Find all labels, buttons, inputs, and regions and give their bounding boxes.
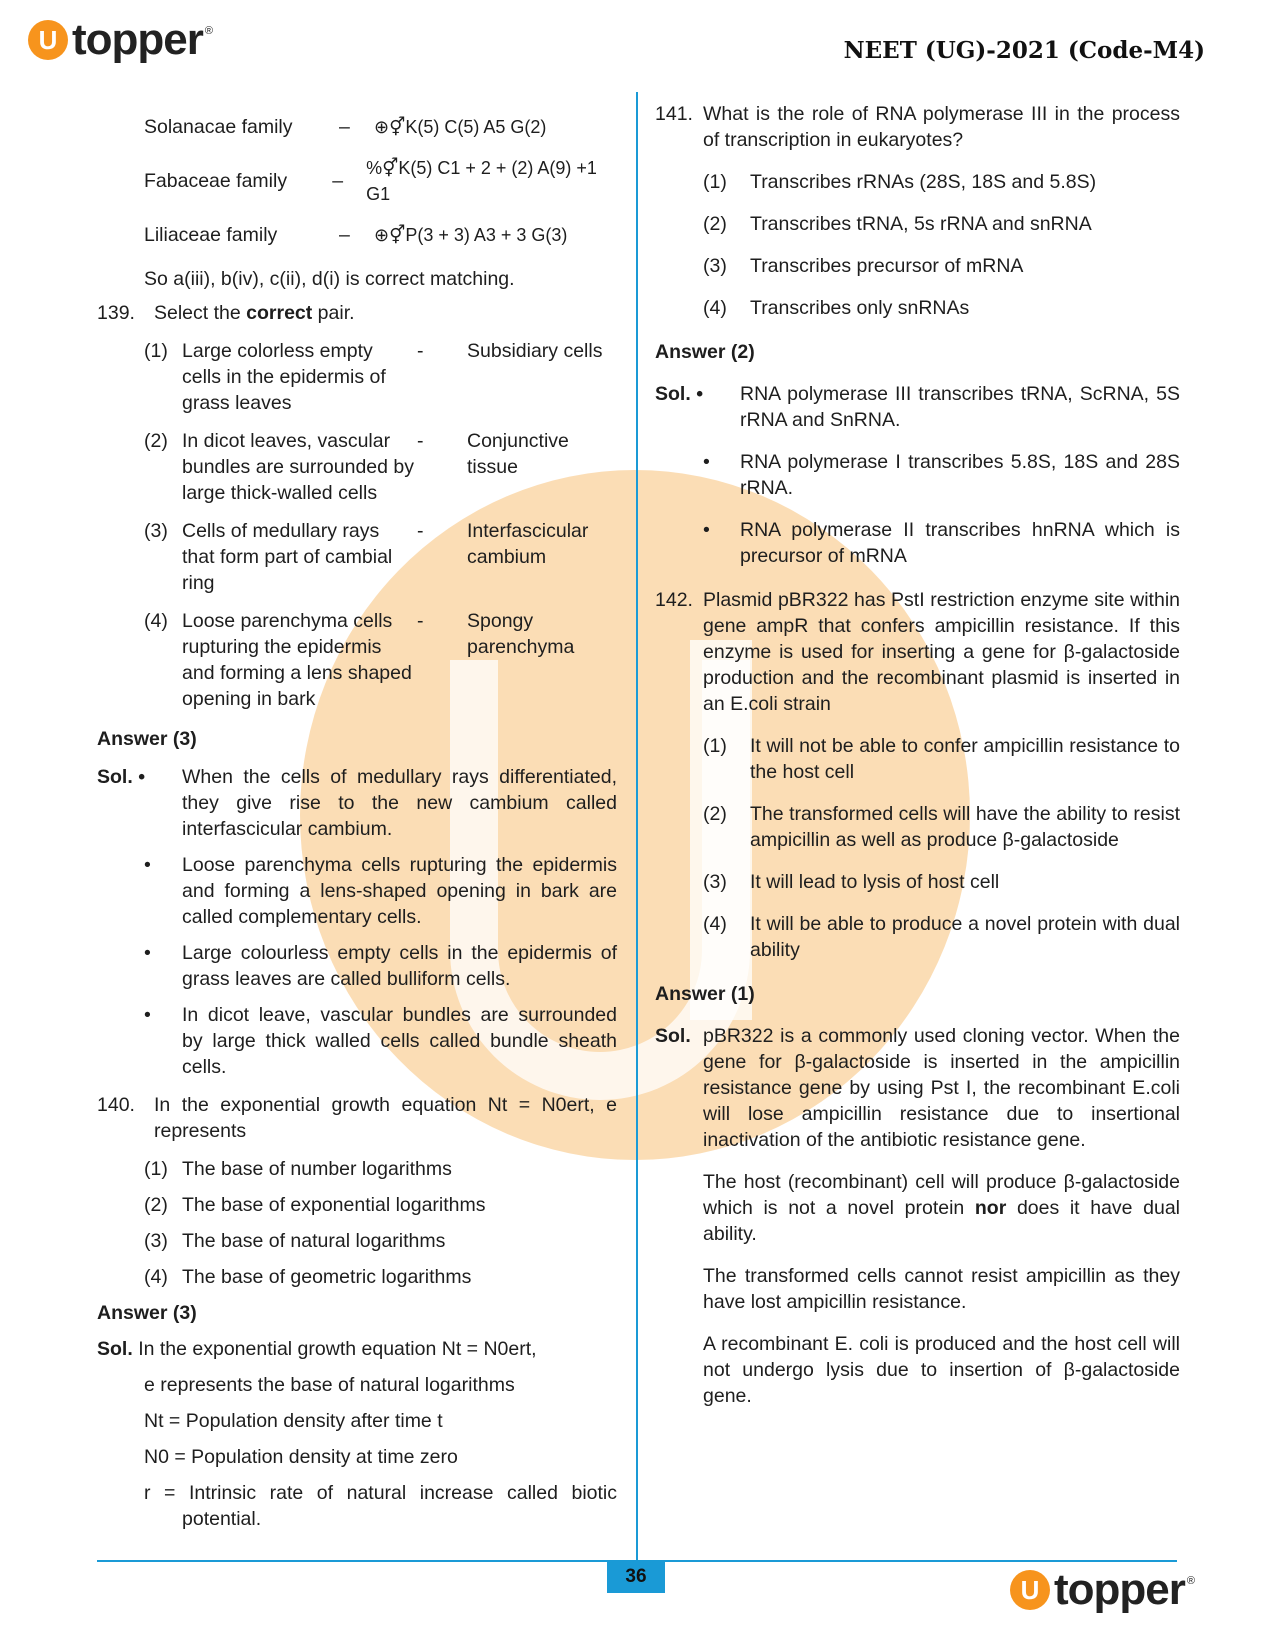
option-row (655, 801, 1180, 853)
option-right-text: Spongy parenchyma (467, 610, 575, 658)
option-text: Transcribes rRNAs (28S, 18S and 5.8S) (750, 171, 1097, 193)
solution-paragraph (655, 1023, 1180, 1153)
family-row (97, 100, 617, 154)
solution-text: When the cells of medullary rays differentiated, they give rise to the new cambium called interfascicular cambium. (182, 766, 617, 840)
option-row (655, 295, 1180, 321)
option-text: The base of geometric logarithms (182, 1266, 472, 1288)
option-right-text: Subsidiary cells (467, 340, 603, 362)
option-number: (4) (703, 297, 727, 319)
option-text: The transformed cells will have the ability to resist ampicillin as well as produce β-galactoside (750, 803, 1180, 851)
family-dash: – (339, 224, 350, 246)
question-141 (655, 101, 1180, 153)
family-dash: – (339, 116, 350, 138)
logo-text: topper (1054, 1565, 1185, 1614)
option-text: It will lead to lysis of host cell (750, 871, 1000, 893)
family-row (97, 208, 617, 262)
question-number: 140. (97, 1094, 135, 1116)
solution-text: RNA polymerase II transcribes hnRNA which is precursor of mRNA (740, 519, 1180, 567)
logo-registered: ® (1186, 1575, 1195, 1587)
logo-badge-icon: U (1010, 1570, 1050, 1610)
option-text: Transcribes tRNA, 5s rRNA and snRNA (750, 213, 1092, 235)
question-number: 141. (655, 103, 693, 125)
option-right-text: Interfascicular cambium (467, 520, 589, 568)
bullet-dot: • (703, 519, 710, 541)
question-140 (97, 1092, 617, 1144)
answer-label: Answer (3) (97, 1302, 197, 1324)
option-text: It will not be able to confer ampicillin resistance to the host cell (750, 735, 1180, 783)
option-number: (1) (144, 1158, 168, 1180)
option-row (97, 1228, 617, 1254)
option-text: It will be able to produce a novel protein with dual ability (750, 913, 1180, 961)
answer-label: Answer (3) (97, 728, 197, 750)
footer-logo (1010, 1565, 1195, 1614)
solution-text: Loose parenchyma cells rupturing the epidermis and forming a lens-shaped opening in bark are called complementary cells. (182, 854, 617, 928)
question-text: Select the correct pair. (154, 302, 355, 324)
option-number: (3) (703, 871, 727, 893)
solution-label: Sol. • (655, 383, 704, 405)
option-dash: - (417, 520, 424, 542)
question-139 (97, 300, 617, 326)
option-number: (2) (144, 1194, 168, 1216)
solution-bullet (655, 449, 1180, 501)
solution-bullet (97, 852, 617, 930)
solution-text: RNA polymerase I transcribes 5.8S, 18S and 28S rRNA. (740, 451, 1180, 499)
solution-text: Large colourless empty cells in the epidermis of grass leaves are called bulliform cells. (182, 942, 617, 990)
page-title: NEET (UG)-2021 (Code-M4) (843, 37, 1205, 64)
solution-line: Sol. In the exponential growth equation Nt = N0ert, (97, 1338, 537, 1360)
option-row (97, 1264, 617, 1290)
option-number: (3) (144, 1230, 168, 1252)
bullet-dot: • (144, 854, 151, 876)
right-column (655, 93, 1180, 1409)
option-row (655, 211, 1180, 237)
option-dash: - (417, 340, 424, 362)
solution-line: r = Intrinsic rate of natural increase called biotic potential. (144, 1482, 617, 1530)
solution-line: e represents the base of natural logarithms (144, 1374, 515, 1396)
option-left-text: Loose parenchyma cells rupturing the epidermis and forming a lens shaped opening in bark (182, 610, 412, 710)
floral-formula: %⚥K(5) C1 + 2 + (2) A(9) +1 G1 (366, 158, 597, 204)
bullet-dot: • (144, 942, 151, 964)
option-row (97, 1156, 617, 1182)
option-number: (2) (703, 213, 727, 235)
question-text: In the exponential growth equation Nt = N0ert, e represents (154, 1094, 617, 1142)
option-number: (1) (144, 340, 168, 362)
matching-statement: So a(iii), b(iv), c(ii), d(i) is correct matching. (144, 268, 515, 290)
solution-bullet (97, 940, 617, 992)
option-row (97, 1192, 617, 1218)
option-number: (2) (144, 430, 168, 452)
question-text: Plasmid pBR322 has PstI restriction enzyme site within gene ampR that confers ampicillin resistance. If this enzyme is used for inserting a gene for β-galactoside production and the recombinant plasmid is inserted in an E.coli strain (703, 589, 1180, 715)
question-text: What is the role of RNA polymerase III in the process of transcription in eukaryotes? (703, 103, 1180, 151)
option-dash: - (417, 610, 424, 632)
option-text: Transcribes only snRNAs (750, 297, 970, 319)
option-left-text: In dicot leaves, vascular bundles are surrounded by large thick-walled cells (182, 430, 414, 504)
option-left-text: Cells of medullary rays that form part of cambial ring (182, 520, 393, 594)
option-number: (3) (703, 255, 727, 277)
option-text: The base of exponential logarithms (182, 1194, 486, 1216)
page-number: 36 (607, 1561, 665, 1593)
option-row (97, 518, 617, 596)
solution-text: pBR322 is a commonly used cloning vector. When the gene for β-galactoside is inserted in the ampicillin resistance gene by using Pst I, the recombinant E.coli will lose ampicillin resistance due to insertional inactivation of the antibiotic resistance gene. (703, 1025, 1180, 1151)
option-row (97, 608, 617, 712)
option-right-text: Conjunctive tissue (467, 430, 569, 478)
family-name: Fabaceae family (144, 170, 288, 192)
option-number: (4) (703, 913, 727, 935)
logo-text: topper (72, 15, 203, 64)
option-row (655, 733, 1180, 785)
option-dash: - (417, 430, 424, 452)
solution-label: Sol. • (97, 766, 146, 788)
option-row (655, 869, 1180, 895)
answer-label: Answer (1) (655, 983, 755, 1005)
option-row (655, 253, 1180, 279)
solution-line: N0 = Population density at time zero (144, 1446, 458, 1468)
solution-bullet (655, 381, 1180, 433)
question-number: 139. (97, 302, 135, 324)
option-left-text: Large colorless empty cells in the epidermis of grass leaves (182, 340, 386, 414)
floral-formula: ⊕⚥K(5) C(5) A5 G(2) (374, 117, 547, 137)
column-divider (636, 92, 638, 1567)
family-row (97, 154, 617, 208)
family-name: Solanacae family (144, 116, 293, 138)
solution-paragraph: The transformed cells cannot resist ampicillin as they have lost ampicillin resistance. (703, 1265, 1180, 1313)
header-logo (28, 15, 213, 64)
logo-registered: ® (204, 25, 213, 37)
solution-bullet (97, 764, 617, 842)
floral-formula: ⊕⚥P(3 + 3) A3 + 3 G(3) (374, 225, 568, 245)
option-number: (2) (703, 803, 727, 825)
bullet-dot: • (144, 1004, 151, 1026)
solution-label: Sol. (655, 1025, 691, 1047)
solution-line: Nt = Population density after time t (144, 1410, 443, 1432)
solution-text: In dicot leave, vascular bundles are surrounded by large thick walled cells called bundle sheath cells. (182, 1004, 617, 1078)
option-number: (3) (144, 520, 168, 542)
question-number: 142. (655, 589, 693, 611)
bullet-dot: • (703, 451, 710, 473)
option-text: The base of number logarithms (182, 1158, 452, 1180)
solution-paragraph: A recombinant E. coli is produced and the host cell will not undergo lysis due to insertion of β-galactoside gene. (703, 1333, 1180, 1407)
option-row (97, 428, 617, 506)
option-text: The base of natural logarithms (182, 1230, 446, 1252)
option-number: (4) (144, 610, 168, 632)
solution-paragraph: The host (recombinant) cell will produce β-galactoside which is not a novel protein nor does it have dual ability. (703, 1171, 1181, 1245)
logo-badge-icon: U (28, 20, 68, 60)
option-row (655, 169, 1180, 195)
solution-bullet (655, 517, 1180, 569)
option-number: (1) (703, 171, 727, 193)
solution-text: RNA polymerase III transcribes tRNA, ScRNA, 5S rRNA and SnRNA. (740, 383, 1180, 431)
answer-label: Answer (2) (655, 341, 755, 363)
left-column (97, 100, 617, 1532)
family-dash: – (332, 170, 344, 192)
question-142 (655, 587, 1180, 717)
solution-bullet (97, 1002, 617, 1080)
family-name: Liliaceae family (144, 224, 278, 246)
option-text: Transcribes precursor of mRNA (750, 255, 1024, 277)
option-row (655, 911, 1180, 963)
option-number: (4) (144, 1266, 168, 1288)
option-row (97, 338, 617, 416)
option-number: (1) (703, 735, 727, 757)
